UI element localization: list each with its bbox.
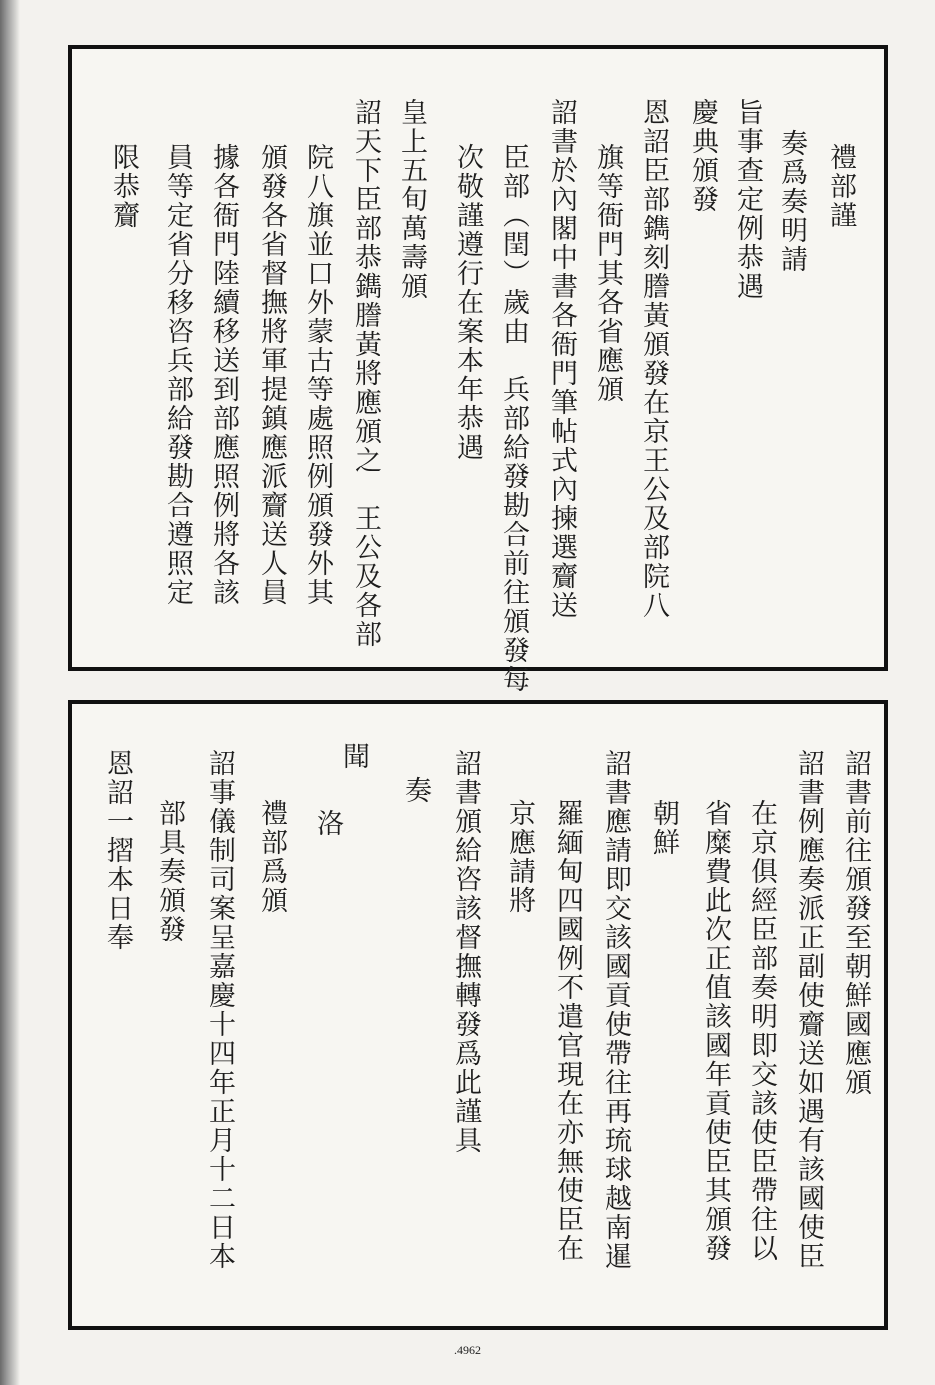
- text-column: 皇上五旬萬壽頒: [396, 98, 427, 301]
- text-column: 詔事儀制司案呈嘉慶十四年正月十二日本: [204, 749, 235, 1271]
- top-document-page: [68, 45, 888, 694]
- text-column: 詔書於內閣中書各衙門筆帖式內揀選齎送: [546, 98, 577, 620]
- text-column: 次敬謹遵行在案本年恭遇: [452, 143, 483, 462]
- text-column: 奏: [400, 776, 431, 805]
- text-column: 詔書前往頒發至朝鮮國應頒: [840, 749, 871, 1097]
- text-column: 洛: [312, 809, 343, 838]
- text-column: 羅緬甸四國例不遣官現在亦無使臣在: [552, 799, 583, 1263]
- text-column: 旨事查定例恭遇: [732, 98, 763, 301]
- text-column: 詔書頒給咨該督撫轉發爲此謹具: [450, 749, 481, 1155]
- bottom-document-page: [68, 700, 888, 1330]
- text-column: 禮部謹: [825, 143, 856, 230]
- text-column: 詔書例應奏派正副使齎送如遇有該國使臣: [793, 749, 824, 1271]
- text-column: 院八旗並口外蒙古等處照例頒發外其: [302, 143, 333, 607]
- text-column: 旗等衙門其各省應頒: [592, 143, 623, 404]
- text-column: 省糜費此次正值該國年貢使臣其頒發: [700, 799, 731, 1263]
- page-number: .4962: [454, 1343, 481, 1357]
- text-column: 詔天下臣部恭鐫謄黃將應頒之 王公及各部: [350, 98, 381, 649]
- text-column: 恩詔臣部鐫刻謄黃頒發在京王公及部院八: [638, 98, 669, 620]
- text-column: 慶典頒發: [687, 98, 718, 214]
- text-column: 在京俱經臣部奏明即交該使臣帶往以: [746, 799, 777, 1263]
- text-column: 禮部爲頒: [256, 799, 287, 915]
- text-column: 恩詔一摺本日奉: [102, 749, 133, 952]
- text-column: 聞: [338, 742, 369, 771]
- text-column: 限恭齎: [108, 143, 139, 230]
- text-column: 部具奏頒發: [154, 799, 185, 944]
- text-column: 奏爲奏明請: [776, 129, 807, 274]
- text-column: 詔書應請即交該國貢使帶往再琉球越南暹: [600, 749, 631, 1271]
- text-column: 頒發各省督撫將軍提鎮應派齎送人員: [256, 143, 287, 607]
- text-column: 員等定省分移咨兵部給發勘合遵照定: [162, 143, 193, 607]
- text-column: 京應請將: [504, 799, 535, 915]
- text-column: 據各衙門陸續移送到部應照例將各該: [208, 143, 239, 607]
- text-column: 朝鮮: [648, 799, 679, 857]
- binding-edge-shadow: [0, 0, 20, 1385]
- text-column: 臣部（閏）歲由 兵部給發勘合前往頒發每: [498, 143, 529, 694]
